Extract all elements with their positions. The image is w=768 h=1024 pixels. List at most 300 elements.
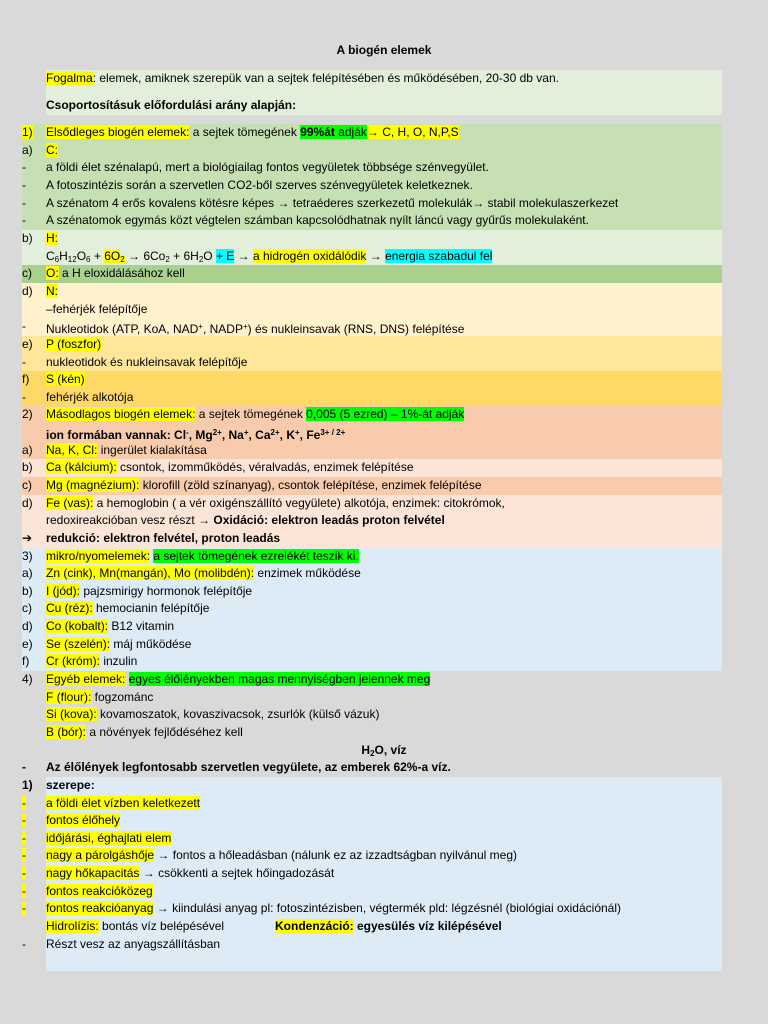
list-marker: 4) [22,672,33,687]
list-marker: 1) [22,125,33,140]
text-run: O [203,248,216,263]
line-text [46,159,722,177]
text-run: Az élőlények legfontosabb szervetlen vegyülete, az emberek 62%-a víz. [46,760,451,775]
document-line [22,900,722,918]
marker-column [22,230,46,248]
line-text [46,830,722,848]
section-hydrogen [22,230,722,265]
text-run: a sejtek tömegének [189,125,301,140]
document-line [22,600,722,618]
list-marker: f) [22,372,30,387]
list-marker: c) [22,477,32,492]
document-line [22,671,722,689]
list-marker: - [22,178,26,193]
list-marker: e) [22,336,33,351]
line-text [46,318,722,336]
line-text [46,847,722,865]
highlighted-text: Kondenzáció: [275,919,354,933]
tab-column-text [275,918,502,936]
highlighted-text: nagy hőkapacitás [46,866,140,881]
marker-column [22,883,46,901]
superscript-text: - [186,428,189,438]
highlighted-text: Hidrolízis: [46,919,99,933]
marker-column [22,142,46,160]
highlighted-text: 0,005 (5 ezred) – 1%-át adják [306,407,465,422]
line-text [46,900,722,918]
document-line [22,318,722,336]
list-marker: - [22,795,26,810]
subscript-text: 6 [54,254,60,264]
text-run: –fehérjék felépítője [46,301,148,316]
marker-column [22,618,46,636]
document-line [22,477,722,495]
list-marker: - [22,760,26,775]
document-line [22,724,722,742]
list-marker: d) [22,619,33,634]
highlighted-text: N: [46,283,58,298]
highlighted-text: C: [46,142,58,157]
text-run: O, víz [374,742,407,757]
line-text [46,283,722,301]
superscript-text: + [243,428,249,438]
text-run: + 6H [169,248,199,263]
marker-column [22,70,46,88]
highlighted-text: H: [46,231,58,246]
line-text [46,653,722,671]
line-text [46,953,722,971]
line-text [46,742,722,760]
document-line [22,177,722,195]
highlighted-text: a hidrogén oxidálódik [252,248,367,263]
document-line [22,706,722,724]
marker-column [22,354,46,372]
line-text [46,636,722,654]
document-line [22,918,722,936]
list-marker: - [22,883,26,898]
text-run: pajzsmirigy hormonok felépítője [80,583,253,598]
document-line [22,530,722,548]
highlighted-text: energia szabadul fel [385,248,493,263]
line-text [46,212,722,230]
line-text [46,759,722,777]
text-run: , Ca [248,428,271,443]
section-magnesium [22,477,722,495]
highlighted-text: nagy a párolgáshője [46,848,155,863]
highlighted-text: időjárási, éghajlati elem [46,830,172,845]
text-run: máj működése [110,636,192,651]
highlighted-text: fontos reakcióközeg [46,883,153,898]
text-run: , Fe [299,428,321,443]
text-run: fehérjék alkotója [46,389,134,404]
highlighted-text: Másodlagos biogén elemek: [46,407,196,422]
text-run: , Na [221,428,244,443]
text-run: redoxireakcióban vesz részt → [46,513,214,528]
document-line [22,212,722,230]
list-marker: a) [22,142,33,157]
text-run: szerepe: [46,777,95,792]
line-text [46,618,722,636]
marker-column [22,424,46,442]
list-marker: b) [22,231,33,246]
list-marker: - [22,813,26,828]
text-run: egyesülés víz kilépésével [353,919,502,933]
highlighted-text: 99%át [300,125,335,140]
section-phosphorus [22,336,722,371]
superscript-text: 2+ [270,428,280,438]
document-line [22,371,722,389]
marker-column [22,724,46,742]
text-run: Részt vesz az anyagszállításban [46,936,221,951]
text-run: → fontos a hőleadásban (nálunk ez az izzadtságban nyilvánul meg) [154,848,517,863]
line-text [46,883,722,901]
list-marker: 1) [22,777,33,792]
document-line [22,936,722,954]
document-line [22,301,722,319]
highlighted-text: Co (kobalt): [46,619,109,634]
line-text [46,600,722,618]
subscript-text: 12 [67,254,77,264]
highlighted-text: I (jód): [46,583,81,598]
section-nitrogen [22,283,722,336]
document-line [22,759,722,777]
list-marker: e) [22,636,33,651]
marker-column [22,495,46,513]
text-run: : elemek, amiknek szerepük van a sejtek felépítésében és működésében, 20-30 db van. [92,71,559,85]
highlighted-text: Zn (cink), Mn(mangán), Mo (molibdén): [46,566,255,581]
document-line [22,512,722,530]
text-run: a H eloxidálásához kell [58,266,185,281]
marker-column [22,830,46,848]
marker-column [22,318,46,336]
line-text [46,459,722,477]
marker-column [22,512,46,530]
highlighted-text: Ca (kálcium): [46,460,117,475]
marker-column [22,389,46,407]
list-marker: - [22,354,26,369]
list-marker: - [22,160,26,175]
superscript-text: 3+ / 2+ [320,428,346,438]
document-line [22,248,722,266]
text-run: a földi élet szénalapú, mert a biológiailag fontos vegyületek többsége szénvegyület. [46,160,489,175]
highlighted-text: F (flour): [46,689,92,704]
marker-column [22,530,46,548]
marker-column [22,689,46,707]
document-line [22,406,722,424]
text-run: B12 vitamin [108,619,175,634]
line-text [46,195,722,213]
text-run: Csoportosításuk előfordulási arány alapján: [46,97,297,112]
highlighted-text: fontos élőhely [46,813,121,828]
text-run: ion formában vannak: Cl [46,428,187,443]
marker-column [22,671,46,689]
superscript-text: 2+ [212,428,222,438]
text-run: enzimek működése [254,566,361,581]
highlighted-text: → C, H, O, N,P,S [366,125,459,140]
line-text [46,97,722,115]
list-marker: - [22,936,26,951]
line-text [46,724,722,742]
subscript-text: 2 [198,254,204,264]
marker-column [22,442,46,460]
text-run: → kiindulási anyag pl: fotoszintézisben, végtermék pld: légzésnél (biológiai oxidációnál) [153,901,621,916]
marker-column [22,653,46,671]
text-run: klorofill (zöld színanyag), csontok felépítése, enzimek felépítése [139,477,482,492]
line-text [46,442,722,460]
line-text [46,477,722,495]
document-line [22,865,722,883]
text-run: inzulin [100,654,138,669]
text-run: H [59,248,68,263]
text-run: A szénatomok egymás közt végtelen számban kapcsolódhatnak nyílt láncú vagy gyűrűs molekulaként. [46,213,589,228]
highlighted-text: Se (szelén): [46,636,111,651]
marker-column [22,795,46,813]
text-run: a hemoglobin ( a vér oxigénszállító vegyülete) alkotója, enzimek: citokrómok, [93,495,505,510]
text-run: Oxidáció: elektron leadás proton felvétel [213,513,445,528]
marker-column [22,159,46,177]
document-line [22,336,722,354]
highlighted-text: Si (kova): [46,707,97,722]
highlighted-text: 2 [120,254,125,264]
marker-column [22,477,46,495]
line-text [46,248,722,266]
text-run: H [361,742,371,757]
list-marker: 2) [22,407,33,422]
list-marker: - [22,848,26,863]
section-definition [22,70,722,115]
superscript-text: + [295,428,300,438]
text-run: bontás víz belépésével [98,919,225,933]
line-text [46,142,722,160]
line-text [46,336,722,354]
highlighted-text: O: [46,266,59,281]
list-marker: - [22,866,26,881]
highlighted-text: Mg (magnézium): [46,477,140,492]
document-line [22,265,722,283]
highlighted-text: B (bór): [46,724,87,739]
marker-column [22,548,46,566]
section-iron [22,495,722,548]
document-line [22,953,722,971]
document-line [22,883,722,901]
text-run: a sejtek tömegének [195,407,307,422]
text-run: C [46,248,55,263]
highlighted-text: Egyéb elemek: [46,672,126,687]
page-title: A biogén elemek [336,43,432,57]
list-marker: a) [22,566,33,581]
document-line [22,565,722,583]
marker-column [22,918,46,936]
document-line [22,124,722,142]
marker-column [22,177,46,195]
list-marker: a) [22,442,33,457]
highlighted-text: Fe (vas): [46,495,94,510]
line-text [46,689,722,707]
document-line [22,795,722,813]
superscript-text: + [198,322,203,332]
text-run: ) és nukleinsavak (RNS, DNS) felépítése [247,322,465,337]
line-text [46,230,722,248]
subscript-text: 2 [370,748,375,758]
text-run: nukleotidok és nukleinsavak felépítője [46,354,248,369]
text-run: redukció: elektron felvétel, proton leadás [46,530,281,545]
list-marker: - [22,195,26,210]
superscript-text: + [242,322,248,332]
document-body [22,70,722,971]
marker-column [22,248,46,266]
marker-column [22,759,46,777]
highlighted-text: mikro/nyomelemek: [46,548,151,563]
document-line [22,742,722,760]
text-run: O [76,248,87,263]
document-line [22,389,722,407]
marker-column [22,565,46,583]
marker-column [22,742,46,760]
marker-column [22,459,46,477]
document-line [22,283,722,301]
marker-column [22,583,46,601]
text-run: , Mg [188,428,213,443]
document-line [22,142,722,160]
line-text [46,565,722,583]
line-text [46,706,722,724]
marker-column [22,636,46,654]
highlighted-text: a sejtek tömegének ezrelékét teszik ki. [153,548,359,563]
document-line [22,830,722,848]
text-run: → csökkenti a sejtek hőingadozását [139,866,335,881]
document-line [22,689,722,707]
highlighted-text: egyes élőlényekben magas mennyiségben jelennek meg [128,672,431,687]
document-line [22,97,722,115]
text-run: Nukleotidok (ATP, KoA, NAD [46,322,199,337]
line-text [46,512,722,530]
marker-column [22,195,46,213]
text-run: kovamoszatok, kovaszivacsok, zsurlók (külső vázuk) [96,707,380,722]
highlighted-text: fontos reakcióanyag [46,901,154,916]
marker-column [22,265,46,283]
line-text [46,583,722,601]
document-line [22,195,722,213]
highlighted-text: adják [334,125,367,140]
section-water-roles [22,777,722,971]
list-marker: - [22,830,26,845]
text-run: a növények fejlődéséhez kell [86,724,243,739]
line-text [46,936,722,954]
section-calcium [22,459,722,477]
list-marker: c) [22,601,32,616]
text-run: fogzománc [91,689,154,704]
line-text [46,124,722,142]
marker-column [22,953,46,971]
line-text [46,495,722,513]
section-trace-elements [22,548,722,671]
document-line [22,495,722,513]
document-line [22,548,722,566]
text-run: , K [279,428,295,443]
section-secondary-elements [22,406,722,459]
marker-column [22,336,46,354]
list-marker: - [22,319,26,334]
text-run: → [234,248,253,263]
marker-column [22,812,46,830]
document-line [22,159,722,177]
list-marker: - [22,389,26,404]
highlighted-text: P (foszfor) [46,336,102,351]
document-line [22,618,722,636]
text-run: , NADP [202,322,243,337]
marker-column [22,706,46,724]
line-text [46,548,722,566]
marker-column [22,124,46,142]
text-run: → [366,248,386,263]
list-marker: - [22,213,26,228]
document-line [22,812,722,830]
list-marker: c) [22,266,32,281]
marker-column [22,847,46,865]
document-line [22,653,722,671]
line-text [46,671,722,689]
line-text [46,177,722,195]
text-run: ingerület kialakítása [97,442,207,457]
document-line [22,583,722,601]
line-text [46,389,722,407]
line-text [46,406,722,424]
list-marker: b) [22,583,33,598]
section-sulfur [22,371,722,406]
list-marker: f) [22,654,30,669]
subscript-text: 2 [165,254,170,264]
text-run: A szénatom 4 erős kovalens kötésre képes → tetraéderes szerkezetű molekulák→ stabil molekulaszerkezet [46,195,619,210]
highlighted-text: Cr (króm): [46,654,100,669]
list-marker: ➔ [22,530,33,545]
list-marker: 3) [22,548,33,563]
highlighted-text: Elsődleges biogén elemek: [46,125,190,140]
document-line [22,354,722,372]
highlighted-text: 6O [104,248,121,263]
line-text [46,70,722,88]
marker-column [22,212,46,230]
document-line [22,442,722,460]
document-line [22,777,722,795]
text-run: + [90,248,105,263]
line-text [46,301,722,319]
list-marker: - [22,901,26,916]
highlighted-text: Na, K, Cl: [46,442,98,457]
marker-column [22,936,46,954]
text-run: A fotoszintézis során a szervetlen CO2-ből szerves szénvegyületek keletkeznek. [46,178,473,193]
line-text [46,265,722,283]
highlighted-text: Cu (réz): [46,601,93,616]
line-text [46,354,722,372]
list-marker: b) [22,460,33,475]
line-text [46,865,722,883]
marker-column [22,97,46,115]
text-run: csontok, izomműködés, véralvadás, enzimek felépítése [116,460,414,475]
line-text [46,777,722,795]
line-text [46,795,722,813]
section-other-elements-and-water [22,671,722,777]
line-text [46,530,722,548]
list-marker: d) [22,283,33,298]
highlighted-text: Fogalma [46,71,93,85]
document-line [22,424,722,442]
highlighted-text: a földi élet vízben keletkezett [46,795,201,810]
document-line [22,459,722,477]
text-run: hemocianin felépítője [92,601,210,616]
document-line [22,70,722,88]
marker-column [22,777,46,795]
document-line [22,847,722,865]
marker-column [22,406,46,424]
